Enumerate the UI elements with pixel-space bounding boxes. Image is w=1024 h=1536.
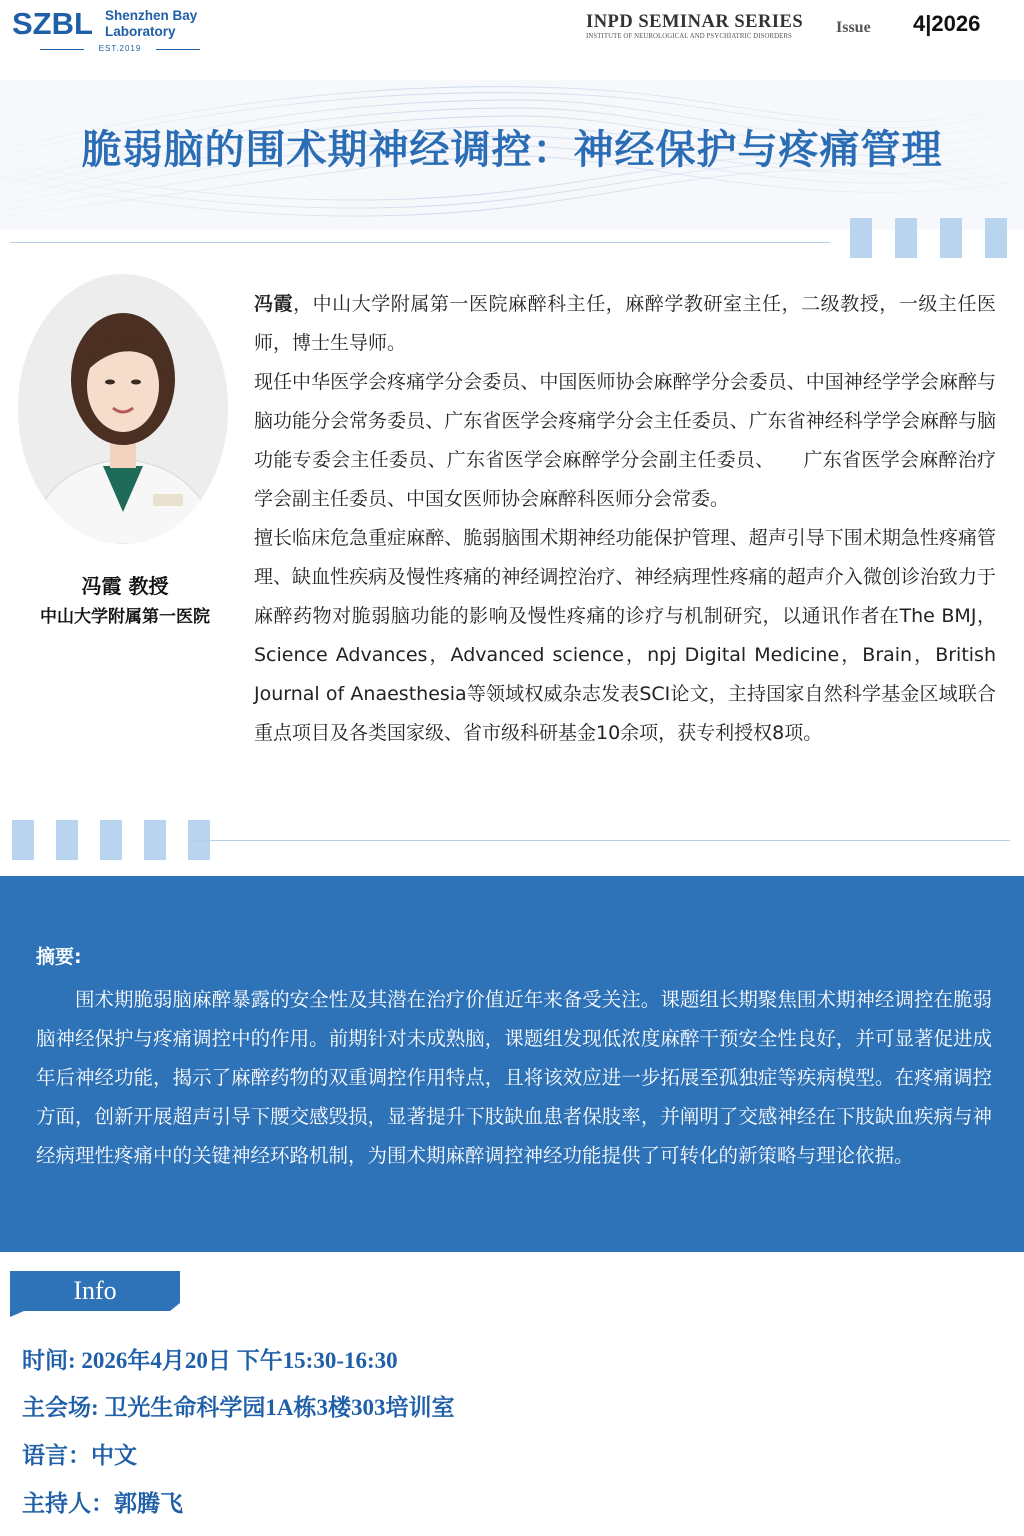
- bio-name: 冯霞: [254, 293, 294, 315]
- series-title: INPD SEMINAR SERIES: [586, 12, 804, 32]
- speaker-portrait-icon: [18, 274, 228, 544]
- decorative-blocks-left: [12, 820, 210, 860]
- deco-block: [940, 218, 962, 258]
- deco-block: [144, 820, 166, 860]
- abstract-label: 摘要:: [36, 946, 82, 968]
- info-time-label: 时间:: [22, 1348, 82, 1373]
- info-tab-label: Info: [73, 1276, 117, 1305]
- deco-block: [100, 820, 122, 860]
- deco-block: [985, 218, 1007, 258]
- speaker-name: 冯霞 教授: [81, 574, 169, 598]
- bio-intro: [254, 285, 996, 363]
- logo-mark: SZBL: [12, 6, 93, 41]
- decorative-blocks-right: [850, 218, 1024, 258]
- info-time-value: 2026年4月20日 下午15:30-16:30: [81, 1348, 398, 1373]
- deco-block: [850, 218, 872, 258]
- info-host-value: 郭腾飞: [114, 1491, 183, 1516]
- info-host-label: 主持人：: [22, 1491, 114, 1516]
- deco-block: [12, 820, 34, 860]
- info-language-label: 语言：: [22, 1443, 91, 1468]
- info-host: [22, 1485, 183, 1518]
- logo-name-line1: Shenzhen Bay: [105, 8, 198, 23]
- szbl-logo: [12, 4, 212, 54]
- deco-block: [56, 820, 78, 860]
- title-divider: [10, 242, 830, 243]
- info-venue-value: 卫光生命科学园1A栋3楼303培训室: [104, 1395, 455, 1420]
- issue-label: Issue: [836, 19, 871, 36]
- seminar-series: [586, 12, 803, 40]
- speaker-organization: 中山大学附属第一医院: [40, 607, 210, 627]
- bio-intro-text: ，中山大学附属第一医院麻醉科主任，麻醉学教研室主任，二级教授，一级主任医师，博士生导师。: [254, 293, 996, 354]
- info-time: [22, 1342, 398, 1375]
- info-language: [22, 1437, 137, 1470]
- issue-number: 4|2026: [913, 11, 981, 36]
- logo-name-line2: Laboratory: [105, 24, 176, 39]
- deco-block: [895, 218, 917, 258]
- bio-research: 擅长临床危急重症麻醉、脆弱脑围术期神经功能保护管理、超声引导下围术期急性疼痛管理、缺血性疾病及慢性疼痛的神经调控治疗、神经病理性疼痛的超声介入微创诊治致力于麻醉药物对脆弱脑功能的影响及慢性疼痛的诊疗与机制研究，以通讯作者在The BMJ，Science Advances，Advanced science，npj Digital Medicine，Brain，British Journal of Anaesthesia等领域权威杂志发表SCI论文，主持国家自然科学基金区域联合重点项目及各类国家级、省市级科研基金10余项，获专利授权8项。: [254, 527, 996, 744]
- logo-est: EST.2019: [40, 44, 200, 53]
- series-subtitle: INSTITUTE OF NEUROLOGICAL AND PSYCHIATRIC DISORDERS: [586, 33, 792, 40]
- logo-name: [105, 8, 197, 40]
- info-language-value: 中文: [91, 1443, 137, 1468]
- bio-divider: [188, 840, 1010, 841]
- bio-positions: 现任中华医学会疼痛学分会委员、中国医师协会麻醉学分会委员、中国神经学学会麻醉与脑功能分会常务委员、广东省医学会疼痛学分会主任委员、广东省神经科学学会麻醉与脑功能专委会主任委员、广东省医学会麻醉学分会副主任委员、 广东省医学会麻醉治疗学会副主任委员、中国女医师协会麻醉科医师分会常委。: [254, 371, 996, 510]
- info-venue: [22, 1389, 455, 1422]
- abstract-section: [0, 876, 1024, 1252]
- abstract-text: 围术期脆弱脑麻醉暴露的安全性及其潜在治疗价值近年来备受关注。课题组长期聚焦围术期神经调控在脆弱脑神经保护与疼痛调控中的作用。前期针对未成熟脑，课题组发现低浓度麻醉干预安全性良好，并可显著促进成年后神经功能，揭示了麻醉药物的双重调控作用特点，且将该效应进一步拓展至孤独症等疾病模型。在疼痛调控方面，创新开展超声引导下腰交感毁损，显著提升下肢缺血患者保肢率，并阐明了交感神经在下肢缺血疾病与神经病理性疼痛中的关键神经环路机制，为围术期麻醉调控神经功能提供了可转化的新策略与理论依据。: [36, 988, 992, 1167]
- speaker-bio: [254, 285, 996, 753]
- page-title: 脆弱脑的围术期神经调控：神经保护与疼痛管理: [81, 127, 943, 173]
- info-venue-label: 主会场:: [22, 1395, 105, 1420]
